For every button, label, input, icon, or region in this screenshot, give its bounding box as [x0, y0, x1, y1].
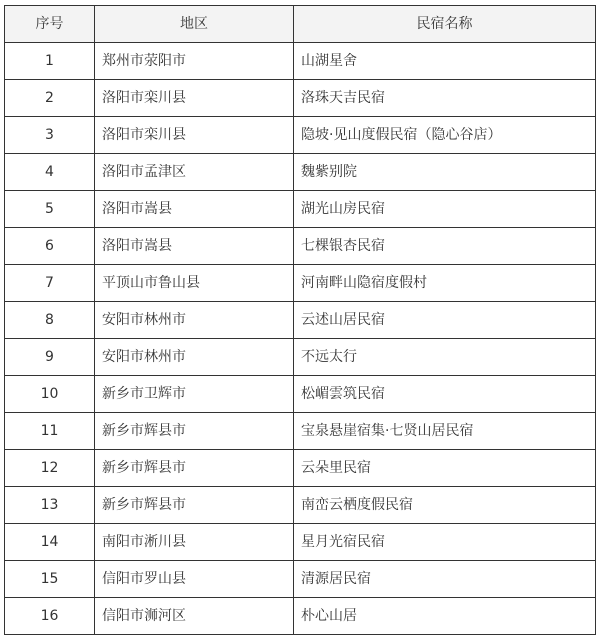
cell-region: 新乡市辉县市	[95, 413, 294, 450]
table-row	[5, 43, 596, 80]
cell-index: 16	[5, 598, 95, 635]
table-row	[5, 561, 596, 598]
cell-index: 11	[5, 413, 95, 450]
cell-region: 信阳市罗山县	[95, 561, 294, 598]
table-row	[5, 265, 596, 302]
cell-index: 6	[5, 228, 95, 265]
table-row	[5, 376, 596, 413]
cell-name: 云述山居民宿	[294, 302, 596, 339]
header-row	[5, 6, 596, 43]
cell-name: 南峦云栖度假民宿	[294, 487, 596, 524]
cell-name: 星月光宿民宿	[294, 524, 596, 561]
table-body	[5, 43, 596, 635]
cell-name: 洛珠天吉民宿	[294, 80, 596, 117]
cell-name: 河南畔山隐宿度假村	[294, 265, 596, 302]
cell-name: 山湖星舍	[294, 43, 596, 80]
cell-index: 10	[5, 376, 95, 413]
cell-index: 2	[5, 80, 95, 117]
cell-region: 洛阳市孟津区	[95, 154, 294, 191]
table-header	[5, 6, 596, 43]
table-row	[5, 117, 596, 154]
cell-region: 洛阳市栾川县	[95, 80, 294, 117]
cell-region: 信阳市浉河区	[95, 598, 294, 635]
cell-index: 1	[5, 43, 95, 80]
cell-region: 洛阳市嵩县	[95, 191, 294, 228]
cell-name: 朴心山居	[294, 598, 596, 635]
cell-name: 清源居民宿	[294, 561, 596, 598]
cell-name: 宝泉悬崖宿集·七贤山居民宿	[294, 413, 596, 450]
cell-name: 不远太行	[294, 339, 596, 376]
cell-index: 4	[5, 154, 95, 191]
cell-region: 洛阳市嵩县	[95, 228, 294, 265]
cell-region: 安阳市林州市	[95, 302, 294, 339]
cell-name: 云朵里民宿	[294, 450, 596, 487]
table-row	[5, 339, 596, 376]
cell-name: 隐坡·见山度假民宿（隐心谷店）	[294, 117, 596, 154]
lodging-table	[4, 5, 596, 635]
cell-index: 13	[5, 487, 95, 524]
cell-name: 魏紫别院	[294, 154, 596, 191]
cell-index: 15	[5, 561, 95, 598]
cell-name: 七棵银杏民宿	[294, 228, 596, 265]
cell-index: 12	[5, 450, 95, 487]
cell-region: 郑州市荥阳市	[95, 43, 294, 80]
cell-index: 9	[5, 339, 95, 376]
table-row	[5, 524, 596, 561]
cell-index: 14	[5, 524, 95, 561]
cell-name: 湖光山房民宿	[294, 191, 596, 228]
cell-region: 新乡市辉县市	[95, 487, 294, 524]
table-row	[5, 302, 596, 339]
cell-index: 3	[5, 117, 95, 154]
table-row	[5, 487, 596, 524]
table-row	[5, 450, 596, 487]
table-row	[5, 413, 596, 450]
cell-name: 松嵋雲筑民宿	[294, 376, 596, 413]
cell-region: 洛阳市栾川县	[95, 117, 294, 154]
cell-region: 南阳市淅川县	[95, 524, 294, 561]
cell-index: 5	[5, 191, 95, 228]
table-row	[5, 154, 596, 191]
cell-region: 平顶山市鲁山县	[95, 265, 294, 302]
cell-region: 新乡市卫辉市	[95, 376, 294, 413]
cell-region: 新乡市辉县市	[95, 450, 294, 487]
table-row	[5, 191, 596, 228]
table-row	[5, 598, 596, 635]
header-name: 民宿名称	[294, 6, 596, 43]
header-index: 序号	[5, 6, 95, 43]
header-region: 地区	[95, 6, 294, 43]
cell-index: 8	[5, 302, 95, 339]
cell-index: 7	[5, 265, 95, 302]
table-row	[5, 228, 596, 265]
table-row	[5, 80, 596, 117]
cell-region: 安阳市林州市	[95, 339, 294, 376]
